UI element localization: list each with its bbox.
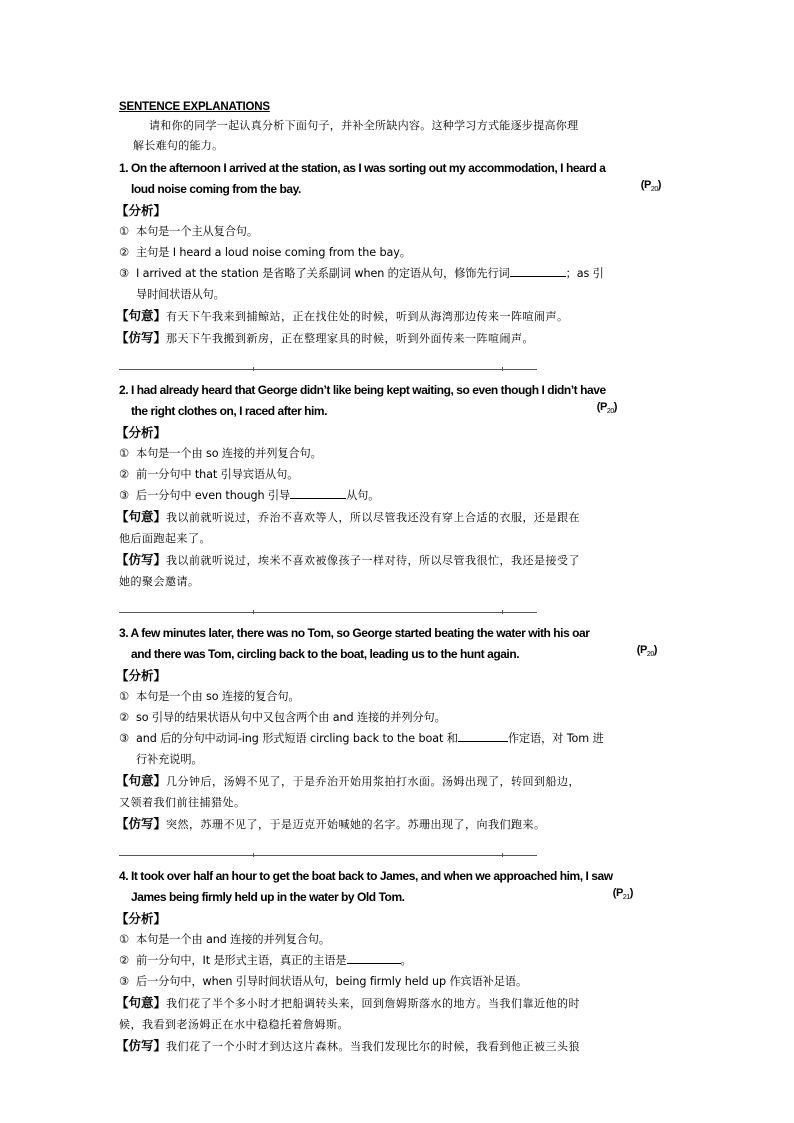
analysis-label: 【分析】: [116, 425, 167, 440]
page-reference: $(P_{20})$: [596, 400, 617, 415]
analysis-point: ③ and 后的分句中动词-ing 形式短语 circling back to the boat 和 作定语，对 Tom 进 行补充说明。: [119, 728, 679, 770]
divider-line: [119, 855, 537, 856]
imitation-line: 【仿写】那天下午我搬到新房，正在整理家具的时候，听到外面传来一阵喧闹声。: [116, 330, 535, 345]
intro-line-1: 请和你的同学一起认真分析下面句子，并补全所缺内容。这种学习方式能逐步提高你理: [149, 119, 579, 132]
english-line-1: 1. On the afternoon I arrived at the station, as I was sorting out my accommodation, I heard a: [119, 161, 606, 175]
imitation-line: 【仿写】我以前就听说过，埃米不喜欢被像孩子一样对待，所以尽管我很忙，我还是接受了 她的聚会邀请。: [116, 552, 581, 588]
english-line-2: James being firmly held up in the water by Old Tom.: [131, 890, 405, 904]
analysis-label: 【分析】: [116, 668, 167, 683]
meaning-line: 【句意】几分钟后，汤姆不见了，于是乔治开始用浆拍打水面。汤姆出现了，转回到船边， 又领着我们前往捕猎处。: [116, 773, 581, 809]
english-sentence: [119, 158, 679, 200]
divider-line: [119, 612, 537, 613]
english-sentence: [119, 623, 679, 665]
fill-blank[interactable]: [290, 486, 346, 499]
sentence-item-4: [116, 866, 679, 1057]
english-sentence: [119, 866, 679, 908]
intro-paragraph: [119, 116, 679, 156]
english-sentence: [119, 380, 679, 422]
sentence-item-2: [116, 380, 679, 613]
analysis-point: ① 本句是一个主从复合句。: [119, 225, 258, 238]
meaning-line: 【句意】我们花了半个多小时才把船调转头来，回到詹姆斯落水的地方。当我们靠近他的时 候，我看到老汤姆正在水中稳稳托着詹姆斯。: [116, 995, 581, 1031]
analysis-point: ③ 后一分句中 even though 引导 从句。: [119, 485, 679, 506]
analysis-point: ① 本句是一个由 and 连接的并列复合句。: [119, 933, 330, 946]
analysis-point: ② 前一分句中 that 引导宾语从句。: [119, 468, 299, 481]
analysis-point: ② 前一分句中，It 是形式主语，真正的主语是 。: [119, 950, 679, 971]
fill-blank[interactable]: [458, 729, 508, 742]
analysis-point: ① 本句是一个由 so 连接的复合句。: [119, 690, 300, 703]
english-line-1: 4. It took over half an hour to get the boat back to James, and when we approached him, I saw: [119, 869, 613, 883]
intro-line-2: 解长难句的能力。: [133, 139, 224, 152]
analysis-point: ① 本句是一个由 so 连接的并列复合句。: [119, 447, 322, 460]
analysis-label: 【分析】: [116, 911, 167, 926]
analysis-point: ③ I arrived at the station 是省略了关系副词 when 的定语从句，修饰先行词 ；as 引 导时间状语从句。: [119, 263, 679, 305]
imitation-line: 【仿写】突然，苏珊不见了，于是迈克开始喊她的名字。苏珊出现了，向我们跑来。: [116, 816, 546, 831]
fill-blank[interactable]: [510, 264, 566, 277]
document-page: [116, 98, 679, 1057]
page-reference: $(P_{20})$: [640, 178, 661, 193]
analysis-point: ② 主句是 I heard a loud noise coming from the bay。: [119, 246, 411, 259]
english-line-2: and there was Tom, circling back to the boat, leading us to the hunt again.: [131, 647, 520, 661]
analysis-point: ③ 后一分句中，when 引导时间状语从句，being firmly held up 作宾语补足语。: [119, 975, 528, 988]
analysis-label: 【分析】: [116, 203, 167, 218]
analysis-point: ② so 引导的结果状语从句中又包含两个由 and 连接的并列分句。: [119, 711, 446, 724]
fill-blank[interactable]: [347, 951, 401, 964]
imitation-line: 【仿写】我们花了一个小时才到达这片森林。当我们发现比尔的时候，我看到他正被三头狼: [116, 1038, 581, 1053]
english-line-2: loud noise coming from the bay.: [131, 182, 301, 196]
page-reference: $(P_{20})$: [636, 643, 657, 658]
sentence-item-3: [116, 623, 679, 856]
sentence-item-1: [116, 158, 679, 370]
divider-line: [119, 369, 537, 370]
section-title: SENTENCE EXPLANATIONS: [119, 101, 270, 113]
english-line-2: the right clothes on, I raced after him.: [131, 404, 328, 418]
meaning-line: 【句意】我以前就听说过，乔治不喜欢等人，所以尽管我还没有穿上合适的衣服，还是跟在 他后面跑起来了。: [116, 509, 581, 545]
english-line-1: 3. A few minutes later, there was no Tom, so George started beating the water with his oar: [119, 626, 590, 640]
english-line-1: 2. I had already heard that George didn’t like being kept waiting, so even though I didn’t have: [119, 383, 606, 397]
page-reference: $(P_{21})$: [612, 886, 633, 901]
meaning-line: 【句意】有天下午我来到捕鲸站，正在找住处的时候，听到从海湾那边传来一阵喧闹声。: [116, 308, 569, 323]
